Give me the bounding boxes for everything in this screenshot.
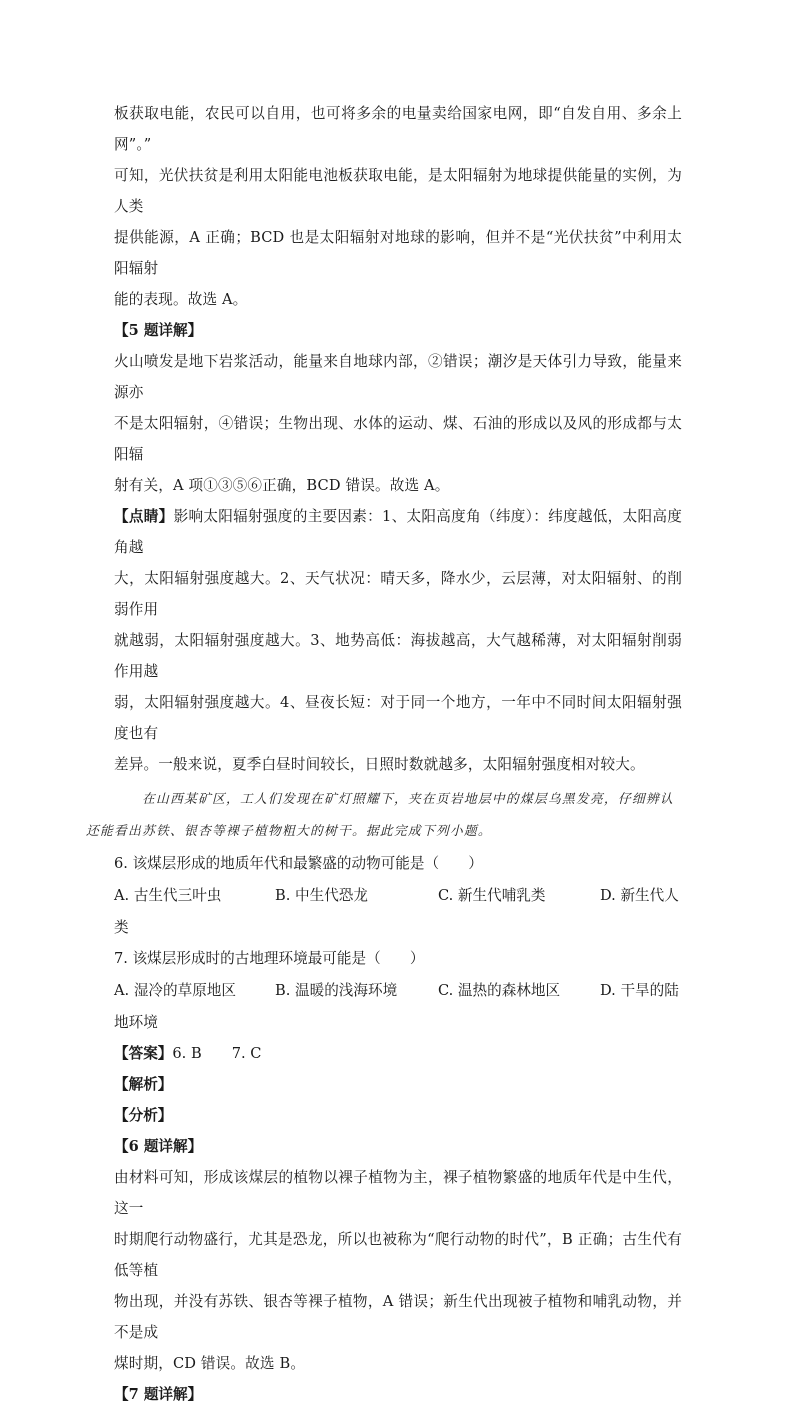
question-7 — [114, 943, 682, 1038]
document-page — [86, 98, 682, 1410]
text-line: 提供能源，A 正确；BCD 也是太阳辐射对地球的影响，但并不是“光伏扶贫”中利用太阳辐射 — [114, 229, 682, 277]
option-b[interactable]: B. 温暖的浅海环境 — [275, 982, 398, 999]
option-d[interactable]: D. 新生代人 — [600, 887, 679, 904]
option-d-wrap: 类 — [114, 919, 129, 936]
options-row — [114, 880, 682, 912]
q5-detail-block — [114, 315, 682, 501]
text-line: 大，太阳辐射强度越大。2、天气状况：晴天多，降水少，云层薄，对太阳辐射、的削弱作用 — [114, 570, 682, 618]
text-line: 差异。一般来说，夏季白昼时间较长，日照时数就越多，太阳辐射强度相对较大。 — [114, 756, 645, 773]
options-row — [114, 975, 682, 1007]
answer-line — [114, 1038, 682, 1069]
material-text — [86, 784, 682, 848]
q6-detail-heading: 【6 题详解】 — [114, 1138, 203, 1155]
material-line: 还能看出苏铁、银杏等裸子植物粗大的树干。据此完成下列小题。 — [86, 824, 492, 839]
option-d[interactable]: D. 干旱的陆 — [600, 982, 679, 999]
text-line: 火山喷发是地下岩浆活动，能量来自地球内部，②错误；潮汐是天体引力导致，能量来源亦 — [114, 353, 682, 401]
option-a[interactable]: A. 湿冷的草原地区 — [114, 982, 236, 999]
text-line: 不是太阳辐射，④错误；生物出现、水体的运动、煤、石油的形成以及风的形成都与太阳辐 — [114, 415, 682, 463]
question-6 — [114, 848, 682, 943]
text-line: 时期爬行动物盛行，尤其是恐龙，所以也被称为“爬行动物的时代”，B 正确；古生代有低等植 — [114, 1231, 682, 1279]
option-c[interactable]: C. 新生代哺乳类 — [438, 887, 546, 904]
question-stem: 6. 该煤层形成的地质年代和最繁盛的动物可能是（ ） — [114, 855, 483, 872]
material-line: 在山西某矿区，工人们发现在矿灯照耀下，夹在页岩地层中的煤层乌黑发亮，仔细辨认 — [142, 792, 674, 807]
fenxi-heading: 【分析】 — [114, 1107, 173, 1124]
q6-detail-block — [114, 1131, 682, 1379]
analysis-heading: 【解析】 — [114, 1076, 173, 1093]
answer-7: 7. C — [231, 1045, 262, 1062]
text-line: 能的表现。故选 A。 — [114, 291, 248, 308]
option-d-wrap: 地环境 — [114, 1014, 158, 1031]
tip-block — [114, 501, 682, 780]
q5-detail-heading: 【5 题详解】 — [114, 322, 203, 339]
q7-detail-heading: 【7 题详解】 — [114, 1386, 203, 1403]
text-line — [114, 501, 682, 563]
text-line: 弱，太阳辐射强度越大。4、昼夜长短：对于同一个地方，一年中不同时间太阳辐射强度也有 — [114, 694, 682, 742]
question-stem: 7. 该煤层形成时的古地理环境最可能是（ ） — [114, 950, 425, 967]
text-line: 就越弱，太阳辐射强度越大。3、地势高低：海拔越高，大气越稀薄，对太阳辐射削弱作用越 — [114, 632, 682, 680]
tip-label: 【点睛】 — [114, 508, 174, 525]
answer-6: 6. B — [172, 1045, 202, 1062]
option-b[interactable]: B. 中生代恐龙 — [275, 887, 368, 904]
material-block — [86, 784, 682, 848]
text-line: 煤时期，CD 错误。故选 B。 — [114, 1355, 306, 1372]
previous-answer-block — [114, 98, 682, 315]
text-line: 可知，光伏扶贫是利用太阳能电池板获取电能，是太阳辐射为地球提供能量的实例，为人类 — [114, 167, 682, 215]
text-line: 物出现，并没有苏铁、银杏等裸子植物，A 错误；新生代出现被子植物和哺乳动物，并不是成 — [114, 1293, 682, 1341]
tip-text: 影响太阳辐射强度的主要因素：1、太阳高度角（纬度）：纬度越低，太阳高度角越 — [114, 508, 682, 556]
answer-label: 【答案】 — [114, 1045, 173, 1062]
text-line: 射有关，A 项①③⑤⑥正确，BCD 错误。故选 A。 — [114, 477, 450, 494]
text-line: 由材料可知，形成该煤层的植物以裸子植物为主，裸子植物繁盛的地质年代是中生代，这一 — [114, 1169, 682, 1217]
option-a[interactable]: A. 古生代三叶虫 — [114, 887, 222, 904]
option-c[interactable]: C. 温热的森林地区 — [438, 982, 561, 999]
text-line: 板获取电能，农民可以自用，也可将多余的电量卖给国家电网，即“自发自用、多余上网”。” — [114, 105, 682, 153]
